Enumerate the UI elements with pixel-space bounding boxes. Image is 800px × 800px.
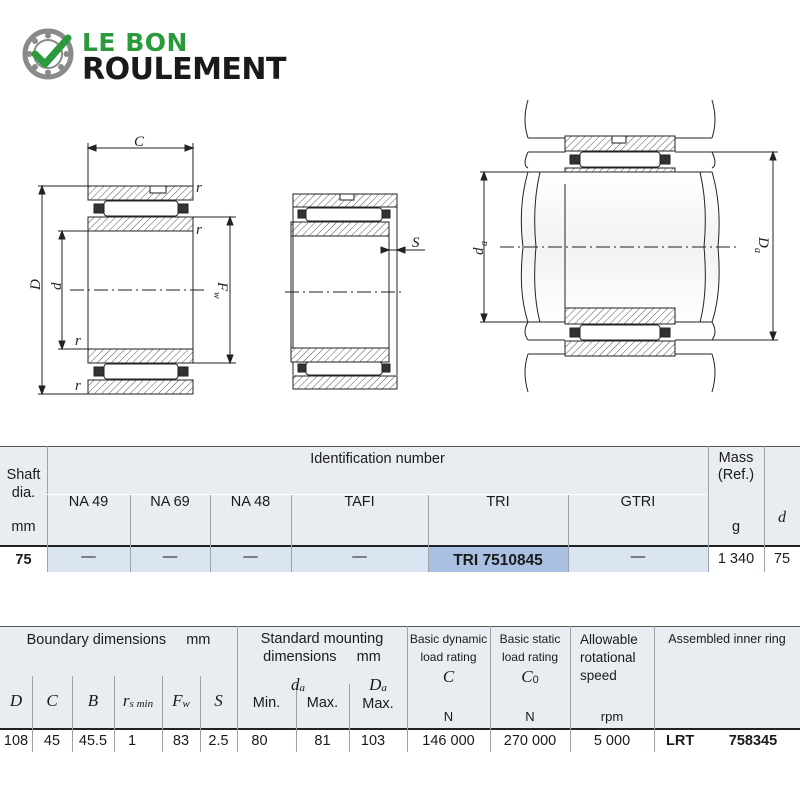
col-C: C	[46, 691, 58, 710]
svg-text:F: F	[214, 282, 230, 292]
mounted-bearing-drawing	[480, 100, 778, 392]
val-Da-max: 103	[360, 733, 386, 749]
identification-table	[0, 446, 800, 572]
bearing-drawing-without-inner-ring	[285, 194, 425, 389]
row-shaft: 75	[15, 552, 32, 568]
col-tafi: TAFI	[344, 494, 375, 510]
val-da-min: 80	[251, 733, 268, 749]
col-S: S	[214, 691, 223, 710]
col-da: d a	[291, 675, 305, 694]
bearing-drawings	[0, 90, 800, 440]
row-na48: —	[243, 549, 258, 565]
mass-header-unit: g	[731, 519, 741, 535]
val-S: 2.5	[208, 733, 229, 749]
dyn-header-1: Basic dynamic	[409, 632, 488, 646]
col-na49: NA 49	[68, 494, 109, 510]
dim-label-r2: r	[196, 222, 202, 238]
col-gtri: GTRI	[620, 494, 656, 510]
row-tafi: —	[352, 549, 367, 565]
val-D: 108	[3, 733, 29, 749]
dim-label-d: d	[49, 282, 65, 290]
val-B: 45.5	[78, 733, 108, 749]
ident-header: Identification number	[310, 451, 445, 467]
row-d: 75	[773, 551, 791, 567]
svg-text:D: D	[755, 237, 771, 248]
unit-N-dynamic: N	[443, 708, 454, 724]
row-na49: —	[81, 549, 96, 565]
bearing-check-icon	[22, 28, 74, 80]
col-r: r s min	[122, 691, 154, 710]
col-da-max: Max.	[306, 695, 339, 711]
col-B: B	[87, 691, 99, 710]
static-header-2: load rating	[501, 650, 559, 664]
col-Fw: F w	[172, 691, 190, 710]
logo-line2: ROULEMENT	[82, 52, 286, 87]
val-da-max: 81	[314, 733, 331, 749]
dim-label-da	[471, 241, 490, 255]
dim-label-S: S	[412, 235, 420, 251]
dim-label-r1: r	[196, 180, 202, 196]
mounting-header-2: dimensions mm	[263, 649, 381, 665]
bearing-drawing-with-inner-ring	[38, 143, 236, 394]
val-ring-prefix: LRT	[666, 733, 695, 749]
logo-line1: LE BON	[82, 28, 188, 57]
col-Cr: C	[442, 667, 455, 686]
svg-text:d: d	[471, 247, 487, 255]
svg-text:a: a	[479, 241, 490, 246]
col-tri: TRI	[486, 494, 510, 510]
col-D: D	[9, 691, 23, 710]
col-Da: D a	[369, 675, 387, 694]
speed-header-2: rotational	[580, 649, 636, 665]
unit-N-static: N	[525, 708, 535, 724]
row-gtri: —	[630, 549, 646, 565]
static-header-1: Basic static	[499, 632, 561, 646]
dim-label-D: D	[28, 279, 44, 290]
val-C: 45	[43, 733, 61, 749]
dyn-header-2: load rating	[420, 650, 477, 664]
dimensions-table	[0, 626, 800, 752]
dim-label-r3: r	[75, 333, 81, 349]
speed-header-1: Allowable	[580, 631, 638, 647]
row-tri: TRI 7510845	[453, 552, 543, 569]
row-na69: —	[162, 549, 178, 565]
mass-header-2: (Ref.)	[717, 467, 755, 483]
dim-label-C: C	[134, 134, 145, 150]
speed-header-3: speed	[580, 667, 617, 683]
dim-label-r4: r	[75, 378, 81, 394]
col-da-min: Min.	[252, 695, 281, 711]
mounting-header-1: Standard mounting	[260, 631, 384, 647]
unit-rpm: rpm	[600, 708, 624, 724]
shaft-header-2: dia.	[11, 485, 36, 501]
shaft-header-1: Shaft	[6, 467, 41, 483]
brand-logo	[22, 26, 302, 86]
val-Fw: 83	[172, 733, 190, 749]
boundary-header: Boundary dimensions mm	[26, 632, 211, 648]
val-ring-number: 758345	[728, 733, 778, 749]
val-r: 1	[127, 733, 137, 749]
val-speed: 5 000	[593, 733, 631, 749]
inner-ring-header: Assembled inner ring	[668, 632, 786, 646]
col-na48: NA 48	[230, 494, 271, 510]
col-Da-max: Max.	[362, 696, 394, 712]
row-mass: 1 340	[717, 551, 755, 567]
d-header: d	[778, 509, 786, 526]
val-C0: 270 000	[503, 733, 557, 749]
col-na69: NA 69	[150, 494, 190, 510]
svg-text:w: w	[211, 292, 222, 299]
dim-label-Da	[752, 236, 771, 253]
val-Cr: 146 000	[422, 733, 475, 749]
shaft-header-unit: mm	[11, 519, 36, 535]
svg-text:a: a	[752, 248, 763, 253]
dim-label-Fw	[211, 281, 230, 299]
col-C0: C 0	[521, 667, 539, 686]
mass-header-1: Mass	[718, 450, 754, 466]
